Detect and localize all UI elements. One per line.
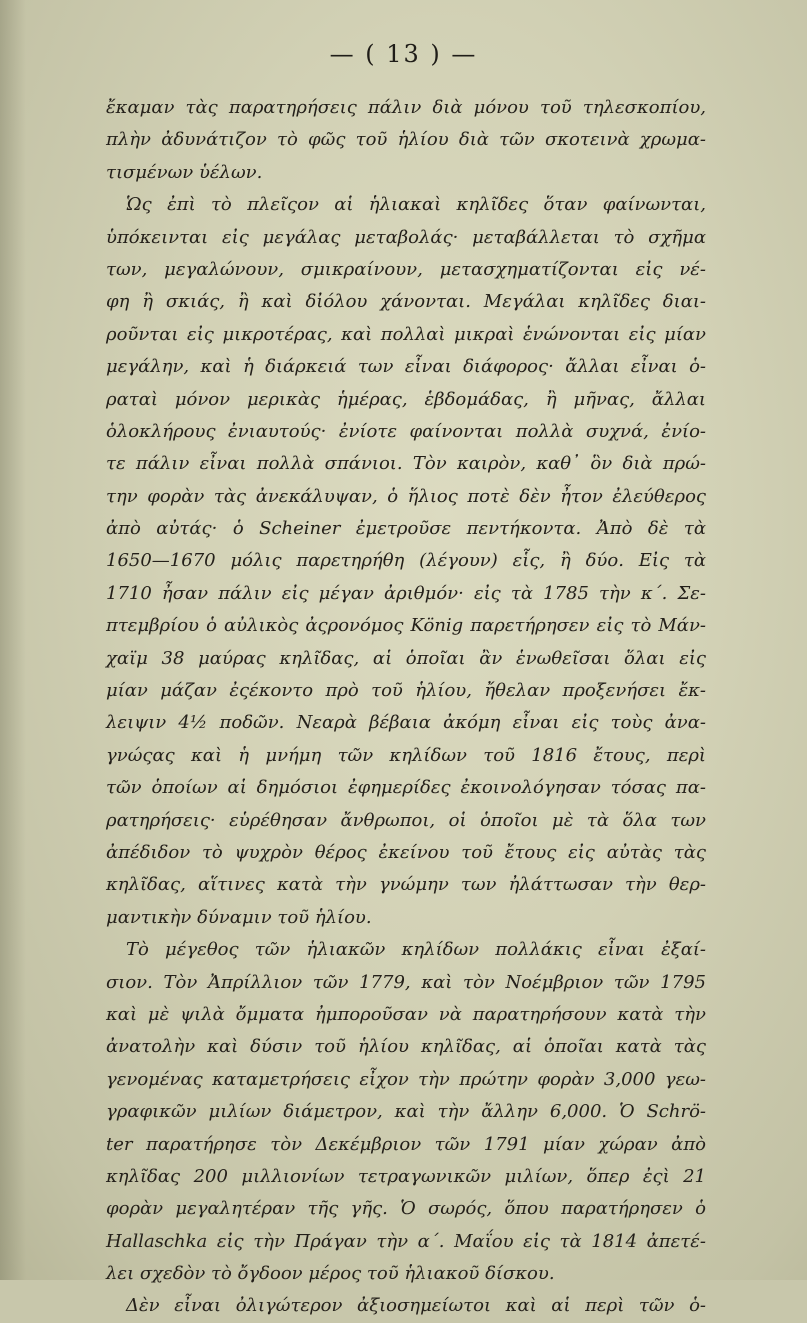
text-line: ρατηρήσεις· εὑρέθησαν ἄνθρωποι, οἱ ὁποῖοι μὲ τὰ ὅλα των: [106, 809, 706, 831]
page-number-header: — ( 13 ) —: [329, 40, 478, 68]
text-line: τισμένων ὑέλων.: [106, 161, 263, 183]
text-line: των, μεγαλώνουν, σμικραίνουν, μετασχηματίζονται εἰς νέ-: [106, 258, 706, 280]
text-line: φορὰν μεγαλητέραν τῆς γῆς. Ὁ σωρός, ὅπου παρατήρησεν ὁ: [106, 1198, 706, 1220]
text-line: ἔκαμαν τὰς παρατηρήσεις πάλιν διὰ μόνου τοῦ τηλεσκοπίου,: [106, 97, 706, 118]
text-line: μαντικὴν δύναμιν τοῦ ἡλίου.: [106, 906, 372, 928]
text-line: την φορὰν τὰς ἀνεκάλυψαν, ὁ ἥλιος ποτὲ δὲν ἦτον ἐλεύθερος: [106, 485, 706, 507]
text-line: μεγάλην, καὶ ἡ διάρκειά των εἶναι διάφορος· ἄλλαι εἶναι ὁ-: [106, 356, 706, 378]
text-line: ἀνατολὴν καὶ δύσιν τοῦ ἡλίου κηλῖδας, αἱ ὁποῖαι κατὰ τὰς: [106, 1036, 706, 1058]
text-line: καὶ μὲ ψιλὰ ὄμματα ἠμποροῦσαν νὰ παρατηρήσουν κατὰ τὴν: [106, 1003, 706, 1025]
text-line: χαϊμ 38 μαύρας κηλῖδας, αἱ ὁποῖαι ἂν ἑνωθεῖσαι ὅλαι εἰς: [106, 647, 706, 669]
text-line: Δὲν εἶναι ὀλιγώτερον ἀξιοσημείωτοι καὶ αἱ περὶ τῶν ὁ-: [126, 1295, 706, 1317]
text-line: φη ἢ σκιάς, ἢ καὶ δἰόλου χάνονται. Μεγάλαι κηλῖδες διαι-: [106, 291, 706, 313]
text-line: Ὡς ἐπὶ τὸ πλεῖςον αἱ ἡλιακαὶ κηλῖδες ὅταν φαίνωνται,: [126, 194, 706, 216]
text-line: 1710 ἦσαν πάλιν εἰς μέγαν ἀριθμόν· εἰς τὰ 1785 τὴν κ΄. Σε-: [106, 582, 706, 604]
text-line: γνώςας καὶ ἡ μνήμη τῶν κηλίδων τοῦ 1816 ἔτους, περὶ: [106, 744, 706, 766]
text-line: σιον. Τὸν Ἀπρίλλιον τῶν 1779, καὶ τὸν Νοέμβριον τῶν 1795: [106, 971, 706, 993]
text-line: Hallaschka εἰς τὴν Πράγαν τὴν α΄. Μαΐου εἰς τὰ 1814 ἀπετέ-: [106, 1230, 706, 1252]
text-line: πτεμβρίου ὁ αὐλικὸς ἀςρονόμος König παρετήρησεν εἰς τὸ Μάν-: [106, 615, 706, 637]
text-line: τῶν ὁποίων αἱ δημόσιοι ἐφημερίδες ἐκοινολόγησαν τόσας πα-: [106, 777, 706, 799]
text-line: κηλῖδας, αἵτινες κατὰ τὴν γνώμην των ἠλάττωσαν τὴν θερ-: [106, 874, 706, 896]
text-line: Τὸ μέγεθος τῶν ἡλιακῶν κηλίδων πολλάκις εἶναι ἐξαί-: [126, 939, 706, 961]
text-line: κηλῖδας 200 μιλλιονίων τετραγωνικῶν μιλίων, ὅπερ ἐςὶ 21: [106, 1165, 706, 1187]
text-line: ὁλοκλήρους ἐνιαυτούς· ἐνίοτε φαίνονται πολλὰ συχνά, ἐνίο-: [106, 420, 706, 442]
text-line: γενομένας καταμετρήσεις εἶχον τὴν πρώτην φορὰν 3,000 γεω-: [106, 1068, 706, 1090]
gutter-shadow: [0, 0, 26, 1280]
text-line: ἀπὸ αὐτάς· ὁ Scheiner ἐμετροῦσε πεντήκοντα. Ἀπὸ δὲ τὰ: [106, 518, 706, 540]
text-line: ter παρατήρησε τὸν Δεκέμβριον τῶν 1791 μίαν χώραν ἀπὸ: [106, 1133, 706, 1155]
body-text: [106, 92, 706, 1323]
text-line: λειψιν 4½ ποδῶν. Νεαρὰ βέβαια ἀκόμη εἶναι εἰς τοὺς ἀνα-: [106, 712, 706, 734]
text-line: μίαν μάζαν ἐςέκοντο πρὸ τοῦ ἡλίου, ἤθελαν προξενήσει ἔκ-: [106, 680, 706, 702]
text-line: πλὴν ἀδυνάτιζον τὸ φῶς τοῦ ἡλίου διὰ τῶν σκοτεινὰ χρωμα-: [106, 129, 706, 151]
text-line: τε πάλιν εἶναι πολλὰ σπάνιοι. Τὸν καιρὸν, καθ᾽ ὃν διὰ πρώ-: [106, 453, 706, 475]
text-line: ραταὶ μόνον μερικὰς ἡμέρας, ἑβδομάδας, ἢ μῆνας, ἄλλαι: [106, 388, 706, 410]
text-line: ροῦνται εἰς μικροτέρας, καὶ πολλαὶ μικραὶ ἑνώνονται εἰς μίαν: [106, 323, 706, 345]
text-line: 1650—1670 μόλις παρετηρήθη (λέγουν) εἷς, ἢ δύο. Εἰς τὰ: [106, 550, 706, 572]
text-line: γραφικῶν μιλίων διάμετρον, καὶ τὴν ἄλλην 6,000. Ὁ Schrö-: [106, 1101, 706, 1123]
text-line: λει σχεδὸν τὸ ὄγδοον μέρος τοῦ ἡλιακοῦ δίσκου.: [106, 1263, 555, 1285]
text-line: ἀπέδιδον τὸ ψυχρὸν θέρος ἐκείνου τοῦ ἔτους εἰς αὐτὰς τὰς: [106, 841, 706, 863]
text-line: ὑπόκεινται εἰς μεγάλας μεταβολάς· μεταβάλλεται τὸ σχῆμα: [106, 226, 706, 248]
